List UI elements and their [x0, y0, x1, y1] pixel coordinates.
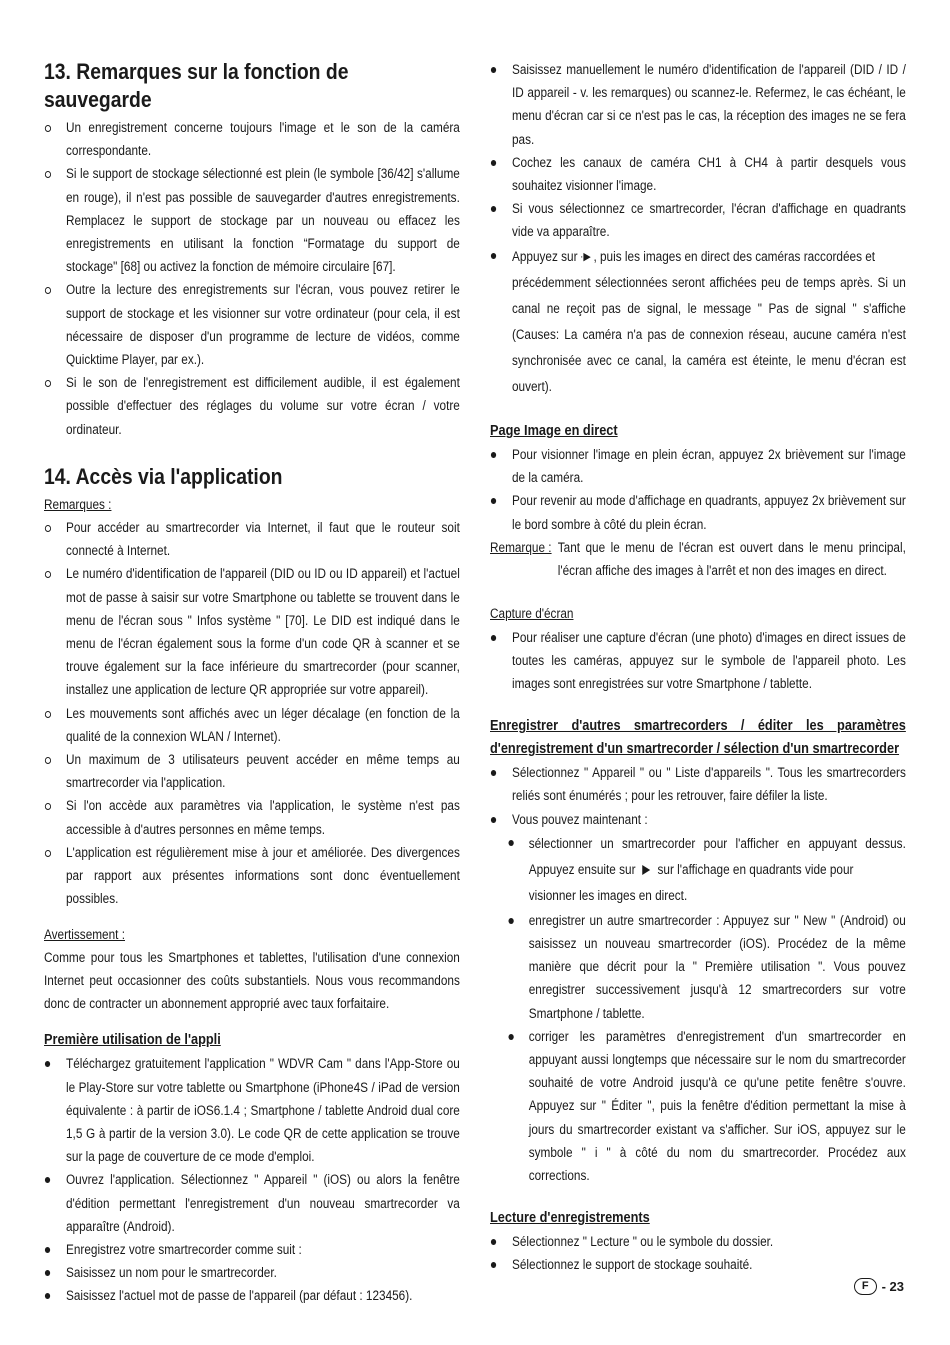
- section-14-body: [44, 493, 460, 1015]
- left-column: [44, 58, 460, 1308]
- list-item: Appuyez sur ·▶ , puis les images en direct des caméras raccordées et précédemment sélectionnées seront affichées peu de temps après. Si un canal ne reçoit pas de signal, le message " Pas de signal " s'affiche (Causes: La caméra n'a pas de connexion réseau, aucune caméra n'est synchronisée avec ce canal, la caméra est éteinte, le menu d'écran est ouvert).: [490, 244, 906, 400]
- list-item: Le numéro d'identification de l'appareil (DID ou ID ou ID appareil) et l'actuel mot de passe à saisir sur votre Smartphone ou tablette se trouvent dans le menu de l'écran sous " Infos système " [70]. Le DID est indiqué dans le menu de l'écran également sous la forme d'un code QR à scanner et se trouve également sur la face inférieure du smartrecorder (pour scanner, installez une application de lecture QR appropriée sur votre appareil).: [66, 566, 460, 698]
- list-item: L'application est régulièrement mise à jour et améliorée. Des divergences par rapport aux présentes informations sont donc éventuellement possibles.: [66, 844, 460, 907]
- list-item: Si l'on accède aux paramètres via l'application, le système n'est pas accessible à d'autres personnes en même temps.: [66, 798, 460, 837]
- continued-list: [490, 58, 906, 400]
- live-list: [490, 443, 906, 536]
- live-note: [490, 536, 906, 582]
- section-13-body: [44, 116, 460, 441]
- list-item: Sélectionnez " Appareil " ou " Liste d'appareils ". Tous les smartrecorders reliés sont énumérés ; pour les retrouver, faire défiler la liste.: [512, 765, 906, 804]
- list-item: Un enregistrement concerne toujours l'image et le son de la caméra correspondante.: [66, 120, 460, 159]
- other-recorders-title: Enregistrer d'autres smartrecorders / éditer les paramètres d'enregistrement d'un smartrecorder / sélection d'un smartrecorder: [490, 718, 906, 758]
- first-use-list: [44, 1052, 460, 1307]
- list-item: Si le support de stockage sélectionné est plein (le symbole [36/42] s'allume en rouge), il n'est pas possible de sauvegarder d'autres enregistrements. Remplacez le support de stockage par un nouveau ou effacez les enregistrements en utilisant la fonction “Formatage du support de stockage" [68] ou activez la fonction de mémoire circulaire [67].: [66, 166, 460, 275]
- note-label: Remarque :: [490, 539, 552, 555]
- section-14-title: 14. Accès via l'application: [44, 463, 283, 489]
- list-item: Saisissez un nom pour le smartrecorder.: [66, 1265, 277, 1281]
- live-body: [490, 443, 906, 695]
- list-item: Vous pouvez maintenant :: [512, 811, 648, 827]
- playback-title: Lecture d'enregistrements: [490, 1210, 650, 1227]
- list-item: Pour revenir au mode d'affichage en quadrants, appuyez 2x brièvement sur le bord sombre à côté du plein écran.: [512, 493, 906, 532]
- warning-label: Avertissement :: [44, 926, 126, 942]
- list-item: Pour visionner l'image en plein écran, appuyez 2x brièvement sur l'image de la caméra.: [512, 447, 906, 486]
- list-item: Si le son de l'enregistrement est difficilement audible, il est également possible d'effectuer des réglages du volume sur votre écran / votre ordinateur.: [66, 375, 460, 437]
- sub-list-item: enregistrer un autre smartrecorder : Appuyez sur " New " (Android) ou saisissez un nouveau smartrecorder (iOS). Procédez de la même manière que décrit pour la " Première utilisation ". Vous pouvez enregistrer successivement jusqu'à 12 smartrecorders sur votre Smartphone / tablette.: [528, 912, 906, 1021]
- play-icon: [643, 865, 651, 875]
- list-item: Sélectionnez le support de stockage souhaité.: [512, 1257, 753, 1273]
- other-list: [490, 761, 906, 1187]
- list-item: Pour réaliser une capture d'écran (une photo) d'images en direct issues de toutes les caméras, appuyez sur le symbole de l'appareil photo. Les images sont enregistrées sur votre Smartphone / tablette.: [512, 629, 906, 691]
- first-use-title: Première utilisation de l'appli: [44, 1032, 221, 1049]
- remarks-label: Remarques :: [44, 496, 112, 512]
- language-badge: F: [854, 1278, 877, 1295]
- note-text: Tant que le menu de l'écran est ouvert dans le menu principal, l'écran affiche des images à l'arrêt et non des images en direct.: [557, 539, 906, 579]
- capture-list: [490, 626, 906, 696]
- page-number: - 23: [881, 1279, 904, 1294]
- right-column: [490, 58, 906, 1277]
- section-13-list: [44, 116, 460, 441]
- first-use-body: [44, 1052, 460, 1307]
- section-13-title: 13. Remarques sur la fonction de sauvegarde: [44, 59, 349, 112]
- list-item: Saisissez l'actuel mot de passe de l'appareil (par défaut : 123456).: [66, 1288, 413, 1304]
- other-recorders-body: [490, 761, 906, 1187]
- list-item: Outre la lecture des enregistrements sur l'écran, vous pouvez retirer le support de stockage et les visionner sur votre ordinateur (pour cela, il est nécessaire de disposer d'un programme de lecture de vidéos, comme Quicktime Player, par ex.).: [66, 282, 460, 368]
- list-item: Sélectionnez " Lecture " ou le symbole du dossier.: [512, 1234, 774, 1250]
- list-item: Enregistrez votre smartrecorder comme suit :: [66, 1241, 302, 1257]
- list-item: Téléchargez gratuitement l'application " WDVR Cam " dans l'App-Store ou le Play-Store sur votre tablette ou Smartphone (iPhone4S / iPad de version équivalente : à partir de iOS6.1.4 ; Smartphone / tablette Android dual core 1,5 G à partir de la version 3.0). Le code QR de cette application se trouve sur la page de couverture de ce mode d'emploi.: [66, 1056, 460, 1165]
- list-item: Cochez les canaux de caméra CH1 à CH4 à partir desquels vous souhaitez visionner l'image.: [512, 154, 906, 194]
- list-item: Pour accéder au smartrecorder via Internet, il faut que le routeur soit connecté à Internet.: [66, 520, 460, 559]
- sub-list-item: corriger les paramètres d'enregistrement d'un smartrecorder en appuyant aussi longtemps que nécessaire sur le nom du smartrecorder souhaité de votre Android jusqu'à ce qu'une petite fenêtre s'ouvre. Appuyez sur " Éditer ", puis la fenêtre d'édition permettant la mise à jours du smartrecorder existant va s'afficher. Sur iOS, appuyez sur le symbole " i " à côté du nom du smartrecorder. Procédez aux corrections.: [528, 1028, 906, 1183]
- list-item: Les mouvements sont affichés avec un léger décalage (en fonction de la qualité de la connexion WLAN / Internet).: [66, 705, 460, 744]
- continued-steps: [490, 58, 906, 400]
- page-footer: [854, 1278, 904, 1295]
- list-item: Saisissez manuellement le numéro d'identification de l'appareil (DID / ID / ID appareil - v. les remarques) ou scannez-le. Refermez, le cas échéant, le menu d'écran car si ce n'est pas le cas, la réception des images ne se fera pas.: [512, 62, 906, 147]
- remarks-list: [44, 516, 460, 910]
- playback-body: [490, 1230, 906, 1276]
- capture-label: Capture d'écran: [490, 606, 574, 622]
- list-item: Si vous sélectionnez ce smartrecorder, l'écran d'affichage en quadrants vide va apparaître.: [512, 201, 906, 240]
- arrow-play-icon: ·▶: [580, 251, 591, 264]
- list-item: Un maximum de 3 utilisateurs peuvent accéder en même temps au smartrecorder via l'application.: [66, 752, 460, 791]
- live-title: Page Image en direct: [490, 423, 618, 440]
- sub-list-item: sélectionner un smartrecorder pour l'afficher en appuyant dessus. Appuyez ensuite sur sur l'affichage en quadrants vide pour visionner les images en direct.: [528, 835, 906, 903]
- list-item: Ouvrez l'application. Sélectionnez " Appareil " (iOS) ou alors la fenêtre d'édition permettant l'enregistrement d'un nouveau smartrecorder va apparaître (Android).: [66, 1172, 460, 1234]
- warning-text: Comme pour tous les Smartphones et tablettes, l'utilisation d'une connexion Internet peut occasionner des coûts substantiels. Nous vous recommandons donc de contracter un abonnement approprié avec taux forfaitaire.: [44, 949, 460, 1012]
- playback-list: [490, 1230, 906, 1276]
